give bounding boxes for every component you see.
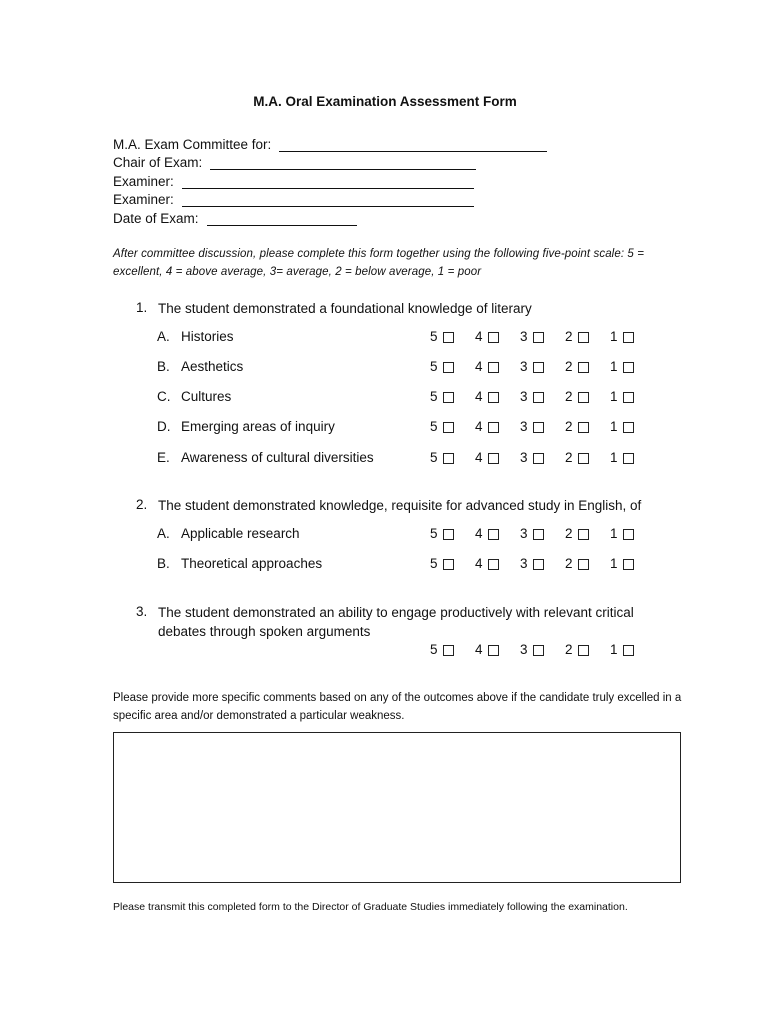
checkbox[interactable] <box>623 645 634 656</box>
rating-option-5[interactable]: 5 <box>430 329 454 344</box>
rating-option-4[interactable]: 4 <box>475 389 499 404</box>
checkbox[interactable] <box>443 422 454 433</box>
item-letter: A. <box>157 329 170 344</box>
rating-option-2[interactable]: 2 <box>565 556 589 571</box>
rating-option-4[interactable]: 4 <box>475 419 499 434</box>
checkbox[interactable] <box>578 453 589 464</box>
question-1-text: The student demonstrated a foundational knowledge of literary <box>158 301 532 316</box>
rating-option-5[interactable]: 5 <box>430 389 454 404</box>
field-committee <box>113 134 547 152</box>
rating-option-4[interactable]: 4 <box>475 450 499 465</box>
checkbox[interactable] <box>578 645 589 656</box>
item-label: Histories <box>181 329 234 344</box>
item-letter: B. <box>157 359 170 374</box>
rating-option-2[interactable]: 2 <box>565 450 589 465</box>
checkbox[interactable] <box>578 422 589 433</box>
rating-option-5[interactable]: 5 <box>430 526 454 541</box>
checkbox[interactable] <box>623 529 634 540</box>
item-letter: E. <box>157 450 170 465</box>
field-label-committee: M.A. Exam Committee for: <box>113 137 272 152</box>
item-letter: D. <box>157 419 171 434</box>
field-date <box>113 208 357 226</box>
field-examiner-1 <box>113 171 474 189</box>
question-1-item-c <box>157 389 231 407</box>
question-1-number: 1. <box>136 300 148 315</box>
rating-option-1[interactable]: 1 <box>610 642 634 657</box>
rating-option-1[interactable]: 1 <box>610 526 634 541</box>
checkbox[interactable] <box>488 362 499 373</box>
field-examiner-2 <box>113 189 474 207</box>
chair-input-line[interactable] <box>210 155 476 170</box>
comments-prompt: Please provide more specific comments based on any of the outcomes above if the candidate truly excelled in a specific area and/or demonstrated a particular weakness. <box>113 692 682 722</box>
checkbox[interactable] <box>623 559 634 570</box>
checkbox[interactable] <box>488 559 499 570</box>
item-letter: B. <box>157 556 170 571</box>
rating-option-1[interactable]: 1 <box>610 329 634 344</box>
rating-option-1[interactable]: 1 <box>610 419 634 434</box>
footer-note: Please transmit this completed form to the Director of Graduate Studies immediately following the examination. <box>113 901 628 913</box>
instructions-text: After committee discussion, please complete this form together using the following five-point scale: 5 = excellent, 4 = above average, 3= average, 2 = below average, 1 = poor <box>113 248 645 278</box>
examiner-2-input-line[interactable] <box>182 192 474 207</box>
rating-option-2[interactable]: 2 <box>565 419 589 434</box>
checkbox[interactable] <box>533 362 544 373</box>
checkbox[interactable] <box>488 332 499 343</box>
rating-option-2[interactable]: 2 <box>565 329 589 344</box>
rating-option-5[interactable]: 5 <box>430 419 454 434</box>
checkbox[interactable] <box>488 392 499 403</box>
form-title: M.A. Oral Examination Assessment Form <box>253 94 517 109</box>
checkbox[interactable] <box>443 453 454 464</box>
rating-option-4[interactable]: 4 <box>475 329 499 344</box>
field-label-examiner-2: Examiner: <box>113 192 174 207</box>
checkbox[interactable] <box>443 332 454 343</box>
field-chair <box>113 152 476 170</box>
checkbox[interactable] <box>623 362 634 373</box>
checkbox[interactable] <box>623 453 634 464</box>
rating-option-2[interactable]: 2 <box>565 526 589 541</box>
question-2-number: 2. <box>136 497 148 512</box>
rating-option-4[interactable]: 4 <box>475 642 499 657</box>
checkbox[interactable] <box>443 529 454 540</box>
rating-option-1[interactable]: 1 <box>610 556 634 571</box>
item-label: Aesthetics <box>181 359 244 374</box>
checkbox[interactable] <box>533 332 544 343</box>
item-label: Emerging areas of inquiry <box>181 419 335 434</box>
checkbox[interactable] <box>488 422 499 433</box>
checkbox[interactable] <box>533 392 544 403</box>
question-3-number: 3. <box>136 604 148 619</box>
checkbox[interactable] <box>578 559 589 570</box>
comments-textarea[interactable] <box>113 732 681 883</box>
checkbox[interactable] <box>623 392 634 403</box>
checkbox[interactable] <box>533 529 544 540</box>
rating-option-3[interactable]: 3 <box>520 556 544 571</box>
rating-option-3[interactable]: 3 <box>520 642 544 657</box>
field-label-examiner-1: Examiner: <box>113 174 174 189</box>
question-3-text: The student demonstrated an ability to engage productively with relevant critical debates through spoken arguments <box>158 605 634 639</box>
item-label: Applicable research <box>181 526 300 541</box>
rating-option-4[interactable]: 4 <box>475 359 499 374</box>
item-label: Cultures <box>181 389 232 404</box>
examiner-1-input-line[interactable] <box>182 174 474 189</box>
rating-option-4[interactable]: 4 <box>475 526 499 541</box>
question-1-item-d <box>157 419 335 437</box>
item-label: Awareness of cultural diversities <box>181 450 374 465</box>
checkbox[interactable] <box>443 362 454 373</box>
checkbox[interactable] <box>578 392 589 403</box>
checkbox[interactable] <box>533 645 544 656</box>
rating-option-3[interactable]: 3 <box>520 419 544 434</box>
item-letter: C. <box>157 389 171 404</box>
rating-option-3[interactable]: 3 <box>520 389 544 404</box>
rating-option-1[interactable]: 1 <box>610 359 634 374</box>
checkbox[interactable] <box>578 362 589 373</box>
field-label-chair: Chair of Exam: <box>113 155 203 170</box>
rating-option-5[interactable]: 5 <box>430 642 454 657</box>
question-2-item-b <box>157 556 322 574</box>
question-1-item-b <box>157 359 243 377</box>
rating-option-3[interactable]: 3 <box>520 450 544 465</box>
date-input-line[interactable] <box>207 211 357 226</box>
item-letter: A. <box>157 526 170 541</box>
checkbox[interactable] <box>623 332 634 343</box>
checkbox[interactable] <box>533 559 544 570</box>
checkbox[interactable] <box>623 422 634 433</box>
rating-option-3[interactable]: 3 <box>520 329 544 344</box>
checkbox[interactable] <box>443 645 454 656</box>
rating-option-1[interactable]: 1 <box>610 389 634 404</box>
rating-option-3[interactable]: 3 <box>520 359 544 374</box>
checkbox[interactable] <box>578 332 589 343</box>
rating-option-2[interactable]: 2 <box>565 642 589 657</box>
committee-input-line[interactable] <box>279 137 547 152</box>
question-2-item-a <box>157 526 300 544</box>
checkbox[interactable] <box>488 529 499 540</box>
item-label: Theoretical approaches <box>181 556 323 571</box>
checkbox[interactable] <box>443 559 454 570</box>
checkbox[interactable] <box>533 453 544 464</box>
checkbox[interactable] <box>488 645 499 656</box>
rating-option-4[interactable]: 4 <box>475 556 499 571</box>
checkbox[interactable] <box>443 392 454 403</box>
rating-option-2[interactable]: 2 <box>565 389 589 404</box>
question-2-text: The student demonstrated knowledge, requisite for advanced study in English, of <box>158 498 642 513</box>
checkbox[interactable] <box>533 422 544 433</box>
checkbox[interactable] <box>488 453 499 464</box>
rating-option-2[interactable]: 2 <box>565 359 589 374</box>
checkbox[interactable] <box>578 529 589 540</box>
field-label-date: Date of Exam: <box>113 211 199 226</box>
question-1-item-e <box>157 450 374 468</box>
rating-option-5[interactable]: 5 <box>430 450 454 465</box>
rating-option-1[interactable]: 1 <box>610 450 634 465</box>
rating-option-5[interactable]: 5 <box>430 556 454 571</box>
rating-option-3[interactable]: 3 <box>520 526 544 541</box>
rating-option-5[interactable]: 5 <box>430 359 454 374</box>
question-1-item-a <box>157 329 234 347</box>
